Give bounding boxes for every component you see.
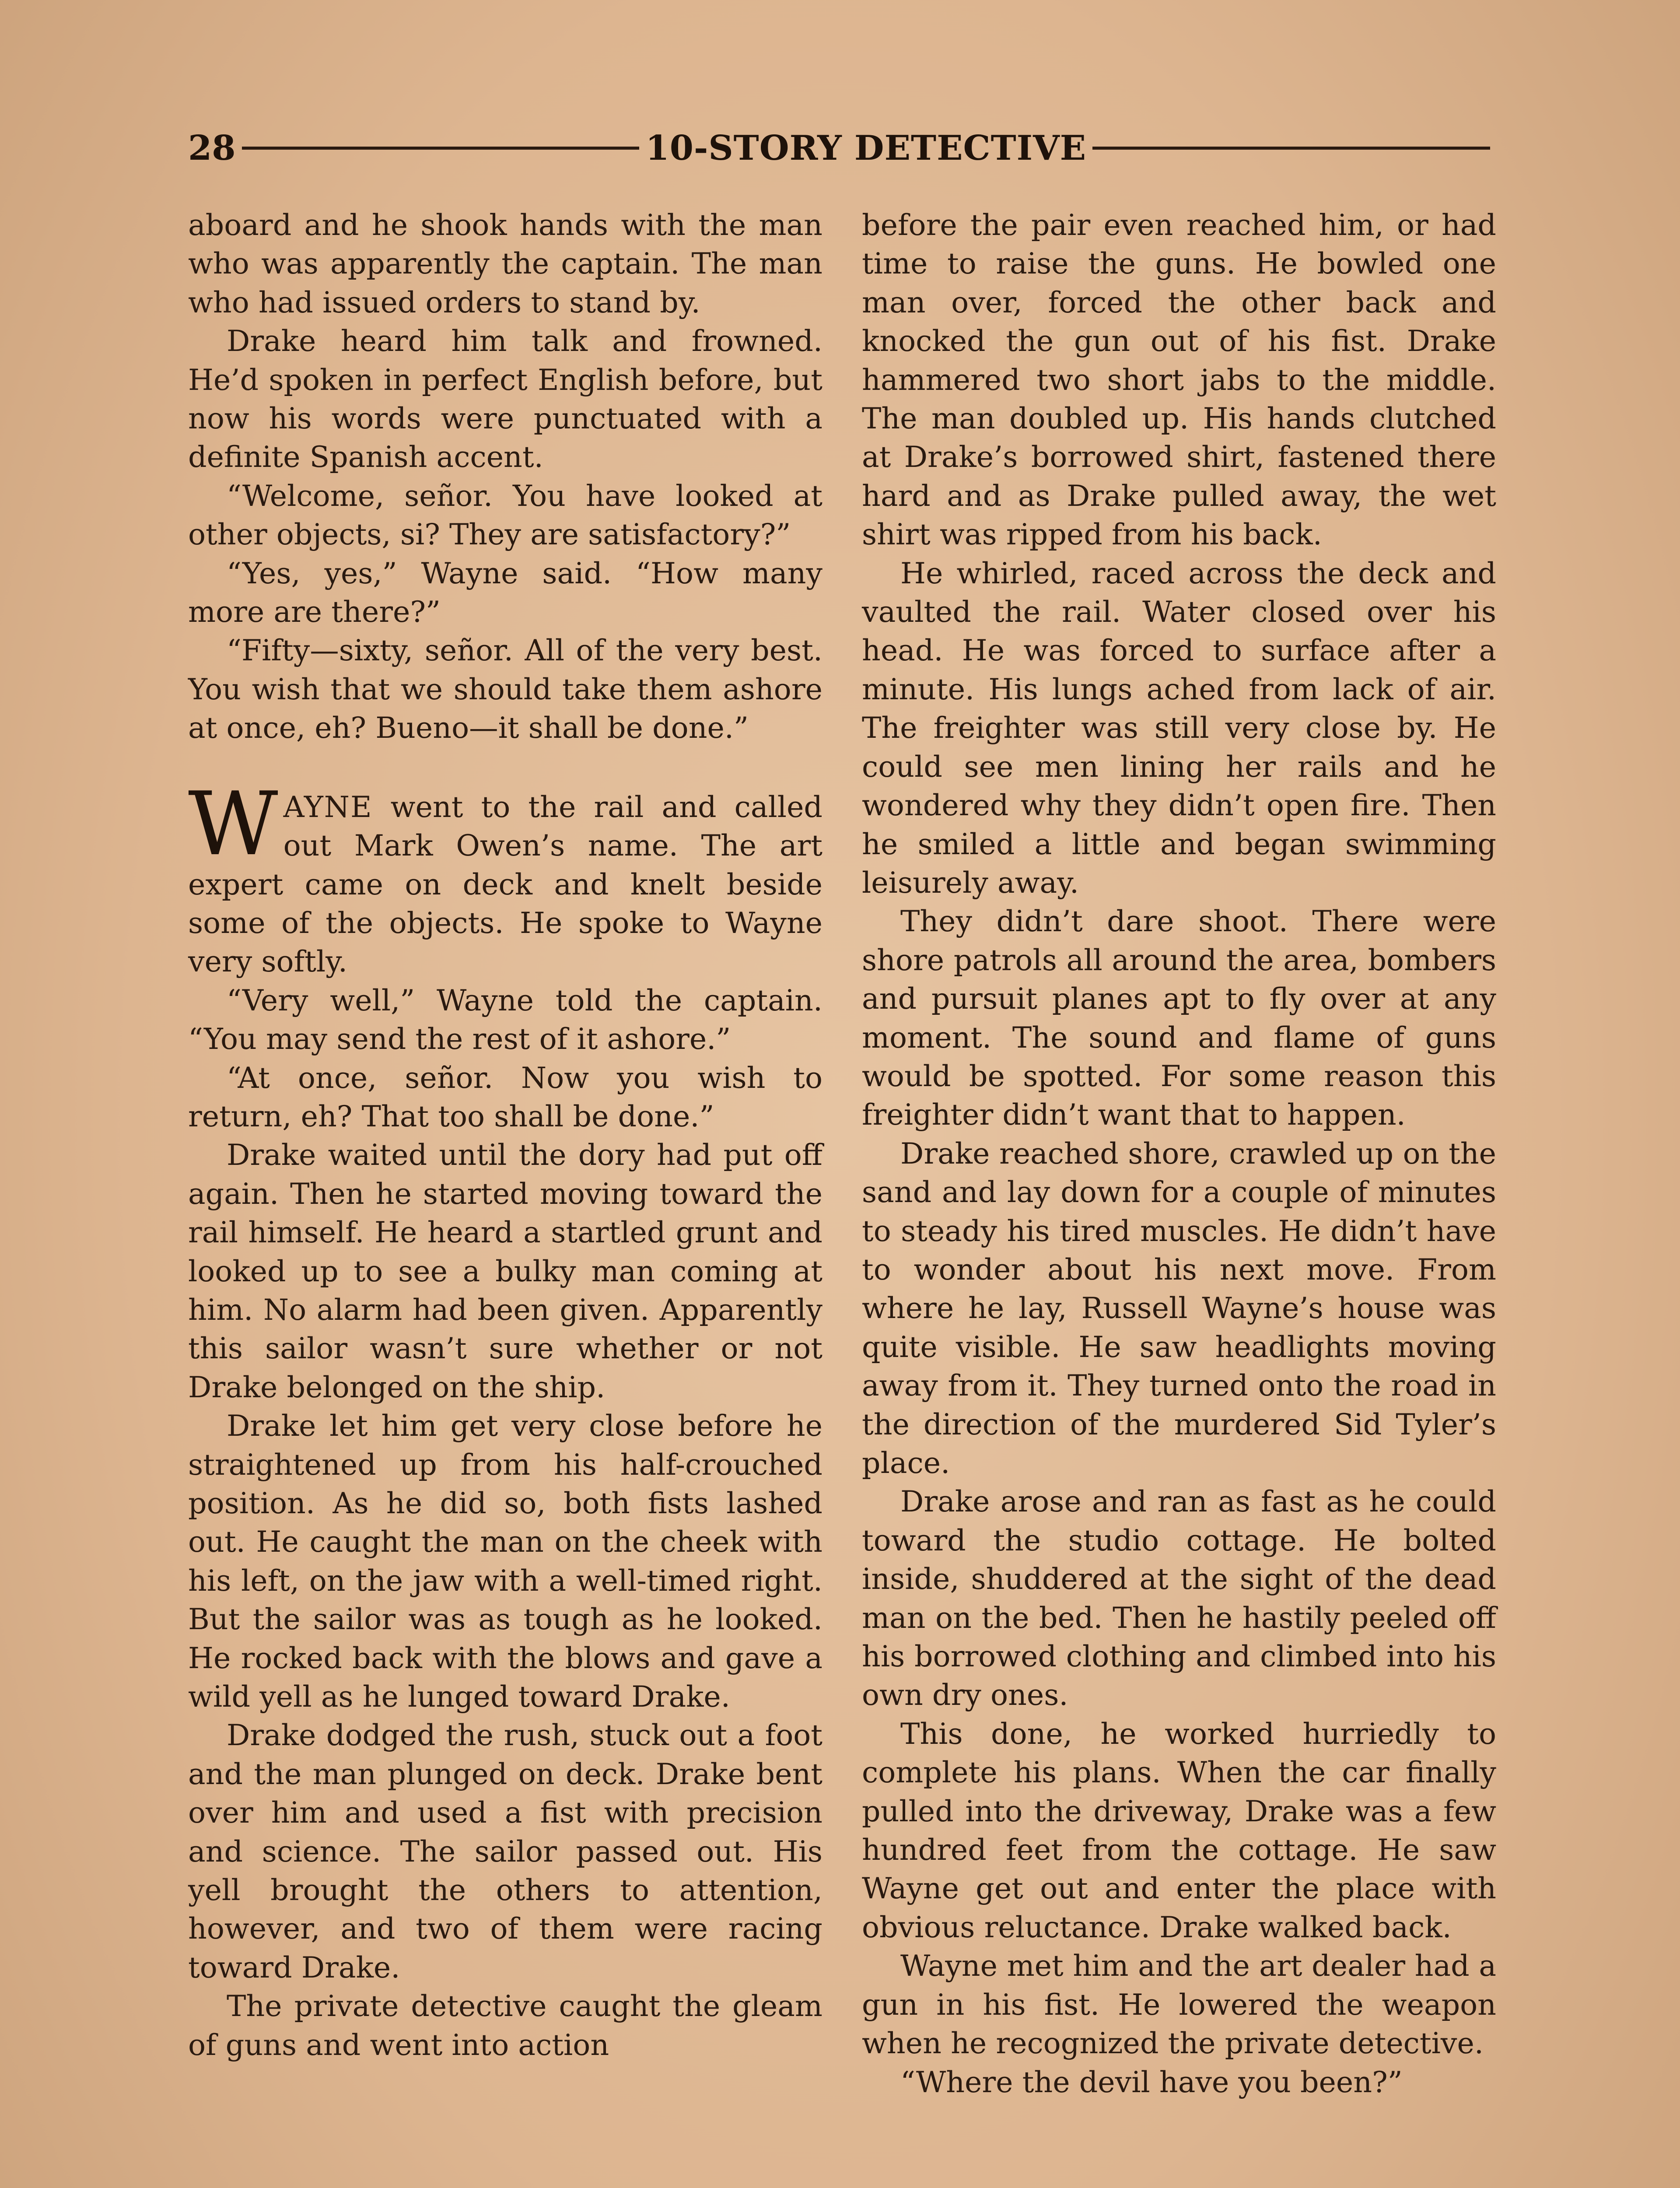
paragraph: Drake dodged the rush, stuck out a foot and the man plunged on deck. Drake bent over him and used a fist with precision and science. The sailor passed out. His yell brought the others to attention, however, and two of them were racing toward Drake. (188, 1718, 822, 1985)
header-rule-left (242, 147, 640, 150)
paragraph: before the pair even reached him, or had time to raise the guns. He bowled one man over, forced the other back and knocked the gun out of his fist. Drake hammered two short jabs to the middle. The man doubled up. His hands clutched at Drake’s borrowed shirt, fastened there hard and as Drake pulled away, the wet shirt was ripped from his back. (862, 208, 1496, 552)
paragraph: “Very well,” Wayne told the captain. “You may send the rest of it ashore.” (188, 983, 822, 1056)
page-header (188, 117, 1496, 179)
paragraph: Drake reached shore, crawled up on the sand and lay down for a couple of minutes to steady his tired muscles. He didn’t have to wonder about his next move. From where he lay, Russell Wayne’s house was quite visible. He saw headlights moving away from it. They turned onto the road in the direction of the murdered Sid Tyler’s place. (862, 1136, 1496, 1480)
paragraph: “Fifty—sixty, señor. All of the very best. You wish that we should take them ashore at once, eh? Bueno—it shall be done.” (188, 633, 822, 745)
section-opening-text: went to the rail and called out Mark Owen’s name. The art expert came on deck and knelt beside some of the objects. He spoke to Wayne very softly. (188, 789, 822, 979)
paragraph: They didn’t dare shoot. There were shore patrols all around the area, bombers and pursuit planes apt to fly over at any moment. The sound and flame of guns would be spotted. For some reason this freighter didn’t want that to happen. (862, 904, 1496, 1132)
paragraph: aboard and he shook hands with the man who was apparently the captain. The man who had issued orders to stand by. (188, 208, 822, 319)
paragraph: Drake let him get very close before he straightened up from his half-crouched position. As he did so, both fists lashed out. He caught the man on the cheek with his left, on the jaw with a well-timed right. But the sailor was as tough as he looked. He rocked back with the blows and gave a wild yell as he lunged toward Drake. (188, 1409, 822, 1714)
left-column (188, 206, 822, 2064)
right-column (862, 206, 1496, 2101)
paragraph: Drake heard him talk and frowned. He’d spoken in perfect English before, but now his words were punctuated with a definite Spanish accent. (188, 324, 822, 474)
header-rule-right (1092, 147, 1490, 150)
drop-cap: W (188, 773, 278, 875)
paragraph: This done, he worked hurriedly to complete his plans. When the car finally pulled into the driveway, Drake was a few hundred feet from the cottage. He saw Wayne get out and enter the place with obvious reluctance. Drake walked back. (862, 1716, 1496, 1944)
paragraph: “Where the devil have you been?” (900, 2065, 1403, 2099)
section-opening-paragraph (188, 773, 822, 981)
paragraph: Wayne met him and the art dealer had a gun in his fist. He lowered the weapon when he recognized the private detective. (862, 1949, 1496, 2061)
paragraph: “Welcome, señor. You have looked at other objects, si? They are satisfactory?” (188, 478, 822, 552)
paragraph: Drake arose and ran as fast as he could toward the studio cottage. He bolted inside, shuddered at the sight of the dead man on the bed. Then he hastily peeled off his borrowed clothing and climbed into his own dry ones. (862, 1484, 1496, 1712)
paragraph: “At once, señor. Now you wish to return, eh? That too shall be done.” (188, 1060, 822, 1133)
paragraph: “Yes, yes,” Wayne said. “How many more are there?” (188, 556, 822, 629)
paragraph: The private detective caught the gleam of guns and went into action (188, 1989, 822, 2062)
paragraph: Drake waited until the dory had put off again. Then he started moving toward the rail himself. He heard a startled grunt and looked up to see a bulky man coming at him. No alarm had been given. Apparently this sailor wasn’t sure whether or not Drake belonged on the ship. (188, 1138, 822, 1404)
page-number: 28 (188, 128, 236, 168)
section-first-word: AYNE (283, 789, 373, 824)
paragraph: He whirled, raced across the deck and vaulted the rail. Water closed over his head. He was forced to surface after a minute. His lungs ached from lack of air. The freighter was still very close by. He could see men lining her rails and he wondered why they didn’t open fire. Then he smiled a little and began swimming leisurely away. (862, 556, 1496, 900)
magazine-title: 10-STORY DETECTIVE (645, 128, 1087, 168)
